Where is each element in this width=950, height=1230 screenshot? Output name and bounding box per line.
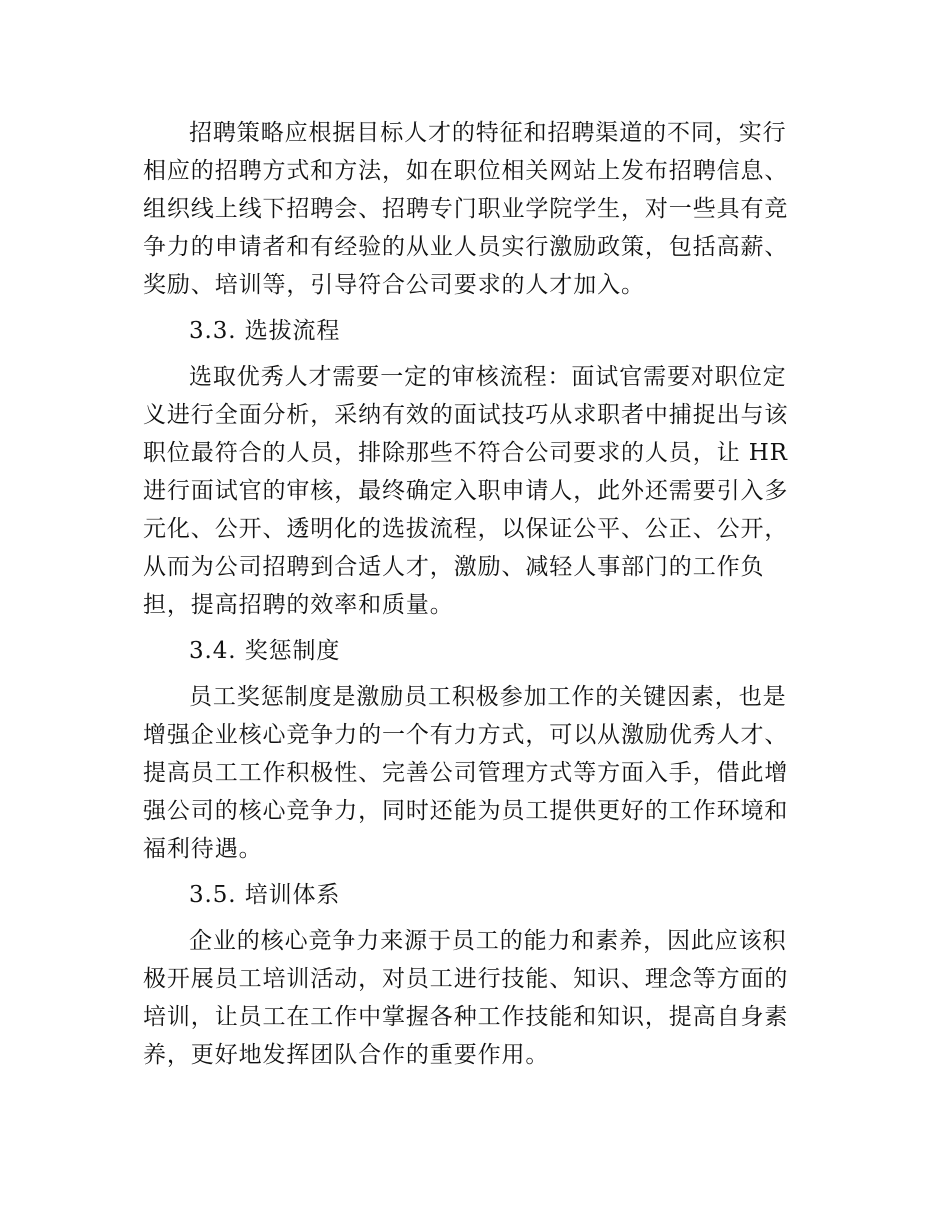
text-line: 进行面试官的审核，最终确定入职申请人，此外还需要引入多	[143, 478, 789, 504]
paragraph-reward-punishment	[143, 678, 809, 868]
text-line: 福利待遇。	[143, 836, 263, 862]
text-line: 相应的招聘方式和方法，如在职位相关网站上发布招聘信息、	[143, 158, 789, 184]
text-line: 培训，让员工在工作中掌握各种工作技能和知识，提高自身素	[143, 1004, 789, 1030]
text-line: 组织线上线下招聘会、招聘专门职业学院学生，对一些具有竞	[143, 196, 789, 222]
section-heading-3-4: 3.4. 奖惩制度	[189, 638, 341, 664]
text-line: 强公司的核心竞争力，同时还能为员工提供更好的工作环境和	[143, 798, 789, 824]
text-line: 提高员工工作积极性、完善公司管理方式等方面入手，借此增	[143, 760, 789, 786]
text-line: 从而为公司招聘到合适人才，激励、减轻人事部门的工作负	[143, 554, 765, 580]
text-line: 企业的核心竞争力来源于员工的能力和素养，因此应该积	[189, 928, 787, 954]
paragraph-selection-process	[143, 358, 809, 624]
text-line: 义进行全面分析，采纳有效的面试技巧从求职者中捕捉出与该	[143, 402, 789, 428]
text-line: 招聘策略应根据目标人才的特征和招聘渠道的不同，实行	[189, 120, 787, 146]
section-heading-3-3: 3.3. 选拔流程	[189, 318, 341, 344]
section-heading-3-5: 3.5. 培训体系	[189, 882, 341, 908]
text-line: 选取优秀人才需要一定的审核流程：面试官需要对职位定	[189, 364, 787, 390]
text-line: 奖励、培训等，引导符合公司要求的人才加入。	[143, 272, 645, 298]
text-line: 养，更好地发挥团队合作的重要作用。	[143, 1042, 550, 1068]
text-line: 员工奖惩制度是激励员工积极参加工作的关键因素，也是	[189, 684, 787, 710]
document-body	[143, 114, 809, 1074]
text-line: 增强企业核心竞争力的一个有力方式，可以从激励优秀人才、	[143, 722, 789, 748]
paragraph-training-system	[143, 922, 809, 1074]
text-line: 职位最符合的人员，排除那些不符合公司要求的人员，让 HR	[143, 440, 788, 466]
text-line: 极开展员工培训活动，对员工进行技能、知识、理念等方面的	[143, 966, 789, 992]
text-line: 争力的申请者和有经验的从业人员实行激励政策，包括高薪、	[143, 234, 789, 260]
text-line: 元化、公开、透明化的选拔流程，以保证公平、公正、公开，	[143, 516, 789, 542]
text-line: 担，提高招聘的效率和质量。	[143, 592, 454, 618]
paragraph-recruitment-strategy	[143, 114, 809, 304]
